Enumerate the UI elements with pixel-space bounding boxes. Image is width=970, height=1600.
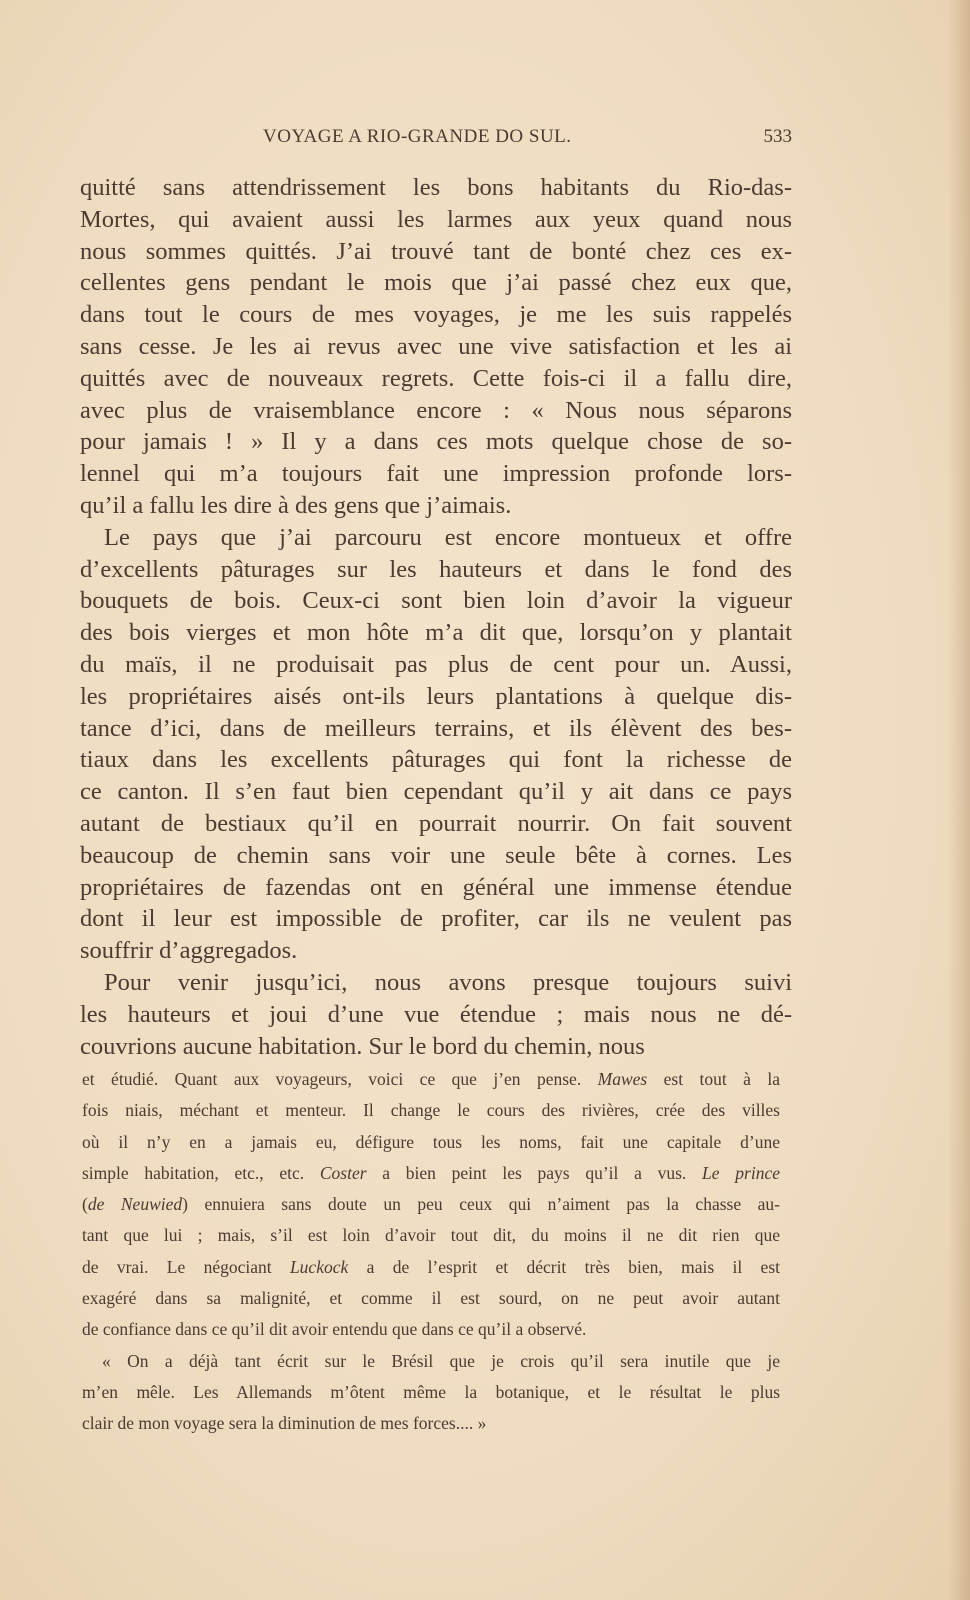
text-line: lennel qui m’a toujours fait une impression profonde lors- <box>80 460 792 488</box>
footnote-line <box>82 1377 780 1408</box>
text-line: sans cesse. Je les ai revus avec une vive satisfaction et les ai <box>80 332 792 360</box>
running-title: VOYAGE A RIO-GRANDE DO SUL. <box>263 126 572 147</box>
text-line: couvrions aucune habitation. Sur le bord du chemin, nous <box>80 1032 645 1060</box>
footnote-line <box>82 1158 780 1189</box>
footnote-text: a de l’esprit et décrit très bien, mais il est <box>348 1256 780 1277</box>
text-line: Pour venir jusqu’ici, nous avons presque toujours suivi <box>104 968 792 996</box>
footnote-line <box>82 1127 780 1158</box>
footnote-text: « On a déjà tant écrit sur le Brésil que je crois qu’il sera inutile que je <box>102 1350 780 1371</box>
footnote-line <box>82 1220 780 1251</box>
text-line: dont il leur est impossible de profiter, car ils ne veulent pas <box>80 905 792 933</box>
footnote-text: ) ennuiera sans doute un peu ceux qui n’aiment pas la chasse au- <box>182 1194 780 1215</box>
text-line: pour jamais ! » Il y a dans ces mots quelque chose de so- <box>80 428 792 456</box>
footnote-text: a bien peint les pays qu’il a vus. <box>366 1162 703 1183</box>
italic-name: Le prince <box>702 1162 780 1183</box>
footnote-text: et étudié. Quant aux voyageurs, voici ce que j’en pense. <box>82 1069 598 1089</box>
italic-name: Coster <box>319 1162 367 1183</box>
text-line: autant de bestiaux qu’il en pourrait nourrir. On fait souvent <box>80 809 792 837</box>
footnote-text: ( <box>82 1194 88 1215</box>
text-line: cellentes gens pendant le mois que j’ai passé chez eux que, <box>80 269 792 297</box>
italic-name: Mawes <box>597 1069 648 1089</box>
footnote-text: est tout à la <box>647 1069 780 1089</box>
text-line: beaucoup de chemin sans voir une seule bête à cornes. Les <box>80 841 792 869</box>
italic-name: Luckock <box>289 1256 349 1277</box>
footnote-text: tant que lui ; mais, s’il est loin d’avoir tout dit, du moins il ne dit rien que <box>82 1225 780 1246</box>
text-line: quitté sans attendrissement les bons habitants du Rio-das- <box>80 174 792 201</box>
text-line: dans tout le cours de mes voyages, je me les suis rappelés <box>80 301 792 329</box>
footnote-text: m’en mêle. Les Allemands m’ôtent même la botanique, et le résultat le plus <box>82 1381 780 1402</box>
text-line: des bois vierges et mon hôte m’a dit que, lorsqu’on y plantait <box>80 619 792 647</box>
page-header <box>80 126 792 156</box>
text-line: tance d’ici, dans de meilleurs terrains, et ils élèvent des bes- <box>80 714 792 742</box>
text-line: les hauteurs et joui d’une vue étendue ; mais nous ne dé- <box>80 1000 792 1028</box>
footnote-text: exagéré dans sa malignité, et comme il est sourd, on ne peut avoir autant <box>82 1288 780 1309</box>
text-line: les propriétaires aisés ont-ils leurs plantations à quelque dis- <box>80 682 792 710</box>
footnote-line <box>82 1346 780 1377</box>
footnote-text: de vrai. Le négociant <box>82 1256 290 1277</box>
text-line: bouquets de bois. Ceux-ci sont bien loin d’avoir la vigueur <box>80 587 792 615</box>
footnote-line <box>82 1283 780 1314</box>
text-line: souffrir d’aggregados. <box>80 937 298 965</box>
text-line: Le pays que j’ai parcouru est encore montueux et offre <box>104 523 792 551</box>
text-line: du maïs, il ne produisait pas plus de cent pour un. Aussi, <box>80 650 792 678</box>
text-line: d’excellents pâturages sur les hauteurs et dans le fond des <box>80 555 792 583</box>
footnote-line <box>82 1189 780 1220</box>
footnote-line <box>82 1314 780 1345</box>
text-line: ce canton. Il s’en faut bien cependant qu’il y ait dans ce pays <box>80 778 792 806</box>
main-text <box>80 172 792 1062</box>
footnote-line <box>82 1252 780 1283</box>
footnote-text: de confiance dans ce qu’il dit avoir entendu que dans ce qu’il a observé. <box>82 1319 587 1340</box>
page-edge-shadow <box>948 0 970 1600</box>
text-line: quittés avec de nouveaux regrets. Cette fois-ci il a fallu dire, <box>80 364 792 392</box>
text-line: avec plus de vraisemblance encore : « Nous nous séparons <box>80 396 792 424</box>
footnote-text: simple habitation, etc., etc. <box>82 1162 320 1183</box>
footnote-line <box>82 1408 780 1439</box>
footnote <box>82 1064 780 1440</box>
text-line: qu’il a fallu les dire à des gens que j’aimais. <box>80 491 512 519</box>
italic-name: de Neuwied <box>87 1194 183 1215</box>
footnote-text: où il n’y en a jamais eu, défigure tous les noms, fait une capitale d’une <box>82 1131 780 1152</box>
page-number: 533 <box>763 126 792 147</box>
footnote-text: clair de mon voyage sera la diminution de mes forces.... » <box>82 1413 487 1434</box>
text-line: Mortes, qui avaient aussi les larmes aux yeux quand nous <box>80 205 792 233</box>
text-line: nous sommes quittés. J’ai trouvé tant de bonté chez ces ex- <box>80 237 792 265</box>
footnote-line <box>82 1095 780 1126</box>
text-line: tiaux dans les excellents pâturages qui font la richesse de <box>80 746 792 774</box>
footnote-text: fois niais, méchant et menteur. Il change le cours des rivières, crée des villes <box>82 1100 780 1121</box>
footnote-line <box>82 1064 780 1095</box>
text-line: propriétaires de fazendas ont en général une immense étendue <box>80 873 792 901</box>
